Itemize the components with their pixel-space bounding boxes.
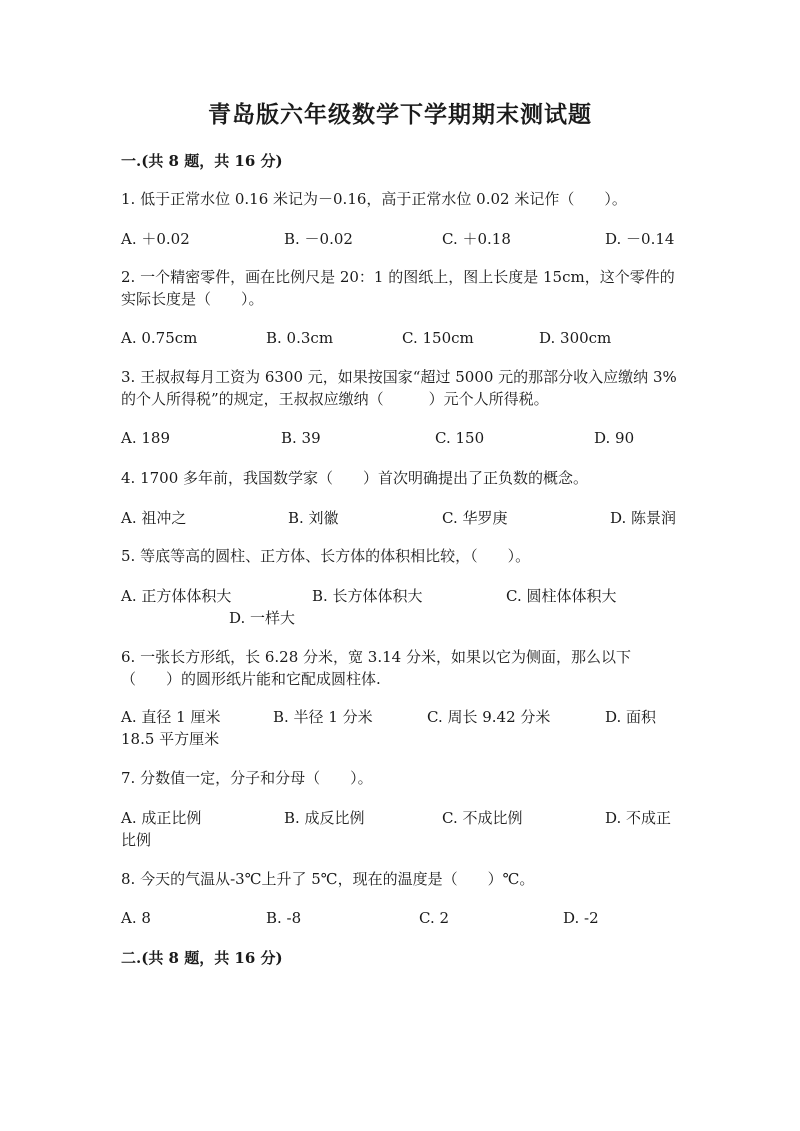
question-4-options	[121, 507, 681, 529]
option-b: B. 成反比例	[284, 809, 365, 827]
option-d-continued: 比例	[121, 831, 152, 849]
option-c: C. 华罗庚	[442, 509, 508, 527]
question-3-options	[121, 427, 681, 449]
question-1: 1. 低于正常水位 0.16 米记为－0.16，高于正常水位 0.02 米记作（ ）。	[121, 190, 627, 208]
option-c: C. 圆柱体体积大	[506, 587, 617, 605]
option-a: A. 祖冲之	[121, 509, 187, 527]
option-a: A. 直径 1 厘米	[121, 708, 221, 726]
option-d: D. －0.14	[605, 230, 675, 248]
option-d: D. 面积	[605, 708, 657, 726]
option-c: C. 150	[435, 429, 485, 447]
option-c: C. 周长 9.42 分米	[427, 708, 551, 726]
option-d: D. 一样大	[229, 609, 296, 627]
option-a: A. 成正比例	[121, 809, 202, 827]
option-d: D. 陈景润	[610, 509, 677, 527]
question-6-options	[121, 706, 681, 728]
question-7: 7. 分数值一定，分子和分母（ ）。	[121, 769, 373, 787]
question-7-options	[121, 807, 681, 829]
option-d-continued: 18.5 平方厘米	[121, 730, 220, 748]
question-6: 6. 一张长方形纸，长 6.28 分米，宽 3.14 分米，如果以它为侧面，那么以下（ ）的圆形纸片能和它配成圆柱体.	[121, 648, 631, 688]
option-d: D. 90	[594, 429, 635, 447]
option-c: C. 2	[419, 909, 450, 927]
question-5-options	[121, 585, 681, 607]
option-a: A. 0.75cm	[121, 329, 198, 347]
section-heading-2: 二.(共 8 题，共 16 分)	[121, 949, 283, 967]
option-b: B. 刘徽	[288, 509, 339, 527]
option-d: D. 不成正	[605, 809, 672, 827]
page-title: 青岛版六年级数学下学期期末测试题	[208, 101, 592, 128]
question-1-options	[121, 228, 681, 250]
option-d: D. 300cm	[539, 329, 612, 347]
section-heading-1: 一.(共 8 题，共 16 分)	[121, 152, 283, 170]
question-5: 5. 等底等高的圆柱、正方体、长方体的体积相比较，（ ）。	[121, 547, 531, 565]
option-c: C. 不成比例	[442, 809, 523, 827]
option-b: B. 半径 1 分米	[273, 708, 373, 726]
option-b: B. -8	[266, 909, 302, 927]
option-c: C. ＋0.18	[442, 230, 511, 248]
option-a: A. 189	[121, 429, 170, 447]
option-a: A. 正方体体积大	[121, 587, 232, 605]
option-b: B. 长方体体积大	[312, 587, 423, 605]
question-2: 2. 一个精密零件，画在比例尺是 20：1 的图纸上，图上长度是 15cm，这个零件的实际长度是（ ）。	[121, 268, 675, 308]
option-b: B. －0.02	[284, 230, 353, 248]
option-a: A. 8	[121, 909, 151, 927]
question-8: 8. 今天的气温从-3℃上升了 5℃，现在的温度是（ ）℃。	[121, 870, 535, 888]
question-8-options	[121, 907, 681, 929]
option-b: B. 0.3cm	[266, 329, 334, 347]
option-b: B. 39	[281, 429, 321, 447]
question-4: 4. 1700 多年前，我国数学家（ ）首次明确提出了正负数的概念。	[121, 469, 589, 487]
question-2-options	[121, 327, 681, 349]
option-c: C. 150cm	[402, 329, 474, 347]
option-a: A. ＋0.02	[121, 230, 190, 248]
question-3: 3. 王叔叔每月工资为 6300 元，如果按国家“超过 5000 元的那部分收入应缴纳 3%的个人所得税”的规定，王叔叔应缴纳（ ）元个人所得税。	[121, 368, 677, 408]
option-d: D. -2	[563, 909, 599, 927]
